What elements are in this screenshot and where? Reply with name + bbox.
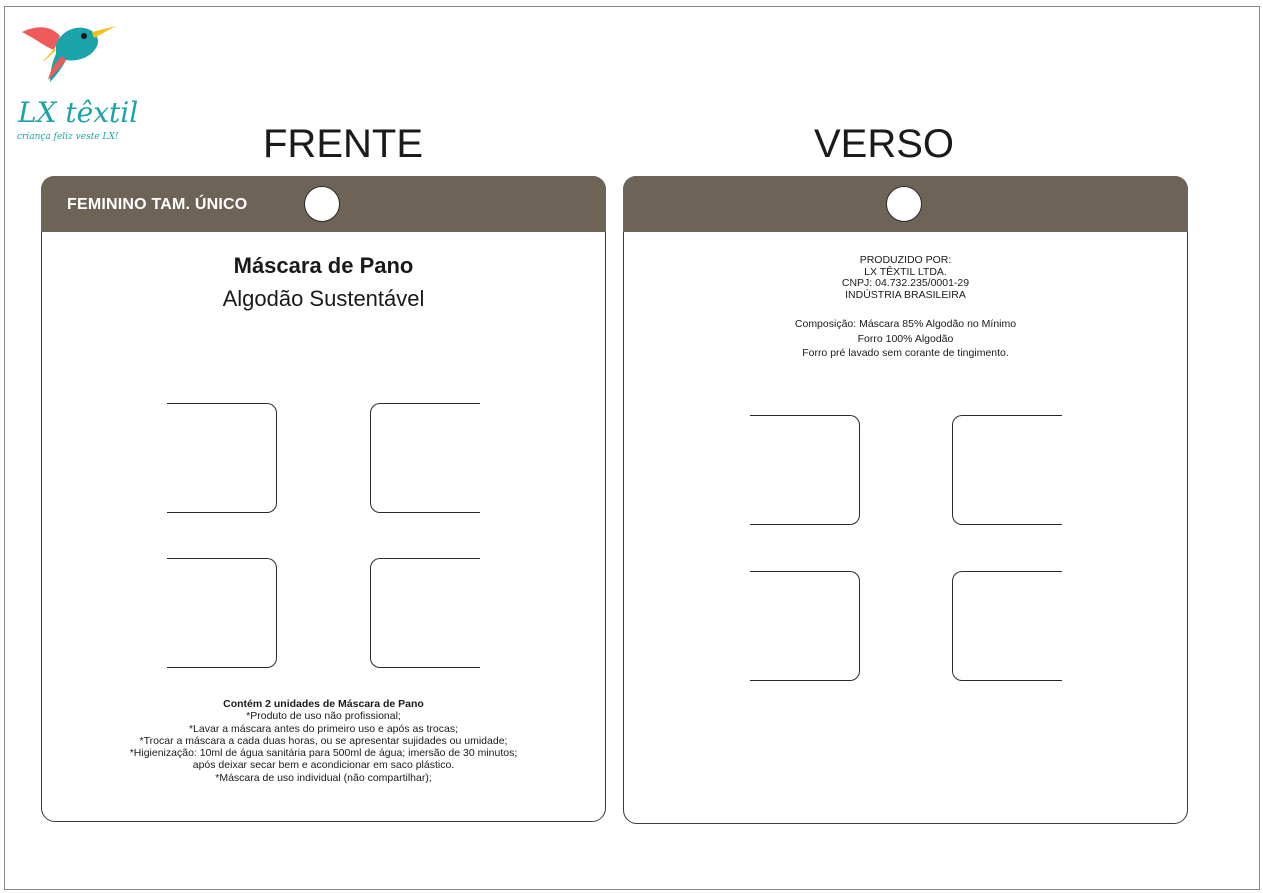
mask-window-bottom-right — [370, 558, 480, 668]
back-title: VERSO — [813, 122, 955, 166]
mask-window-top-left — [167, 403, 277, 513]
hang-hole — [304, 186, 340, 222]
composition-line: Composição: Máscara 85% Algodão no Mínimo — [794, 318, 1017, 330]
product-subtitle: Algodão Sustentável — [222, 286, 425, 311]
front-card-header — [41, 176, 606, 232]
instruction-line: *Trocar a máscara a cada duas horas, ou se apresentar sujidades ou umidade; — [139, 734, 508, 747]
maker-line: CNPJ: 04.732.235/0001-29 — [841, 277, 970, 289]
composition-line: Forro pré lavado sem corante de tingimento. — [802, 347, 1009, 359]
maker-line: PRODUZIDO POR: — [859, 254, 952, 266]
instruction-line: *Produto de uso não profissional; — [246, 710, 401, 723]
instruction-line: *Máscara de uso individual (não compartilhar); — [215, 771, 432, 784]
back-tag-card — [623, 176, 1188, 824]
instruction-line: *Higienização: 10ml de água sanitária para 500ml de água; imersão de 30 minutos; — [129, 747, 518, 760]
mask-window-bottom-left — [167, 558, 277, 668]
front-tag-card — [41, 176, 606, 822]
mask-window-bottom-right — [952, 571, 1062, 681]
mask-window-top-left — [750, 415, 860, 525]
mask-window-top-right — [370, 403, 480, 513]
maker-line: LX TÊXTIL LTDA. — [864, 265, 947, 278]
brand-tagline: criança feliz veste LX! — [17, 132, 119, 142]
manufacturer-info — [624, 255, 1187, 301]
instruction-line: após deixar secar bem e acondicionar em saco plástico. — [192, 759, 455, 772]
size-label: FEMININO TAM. ÚNICO — [67, 196, 248, 213]
hummingbird-icon — [20, 16, 120, 86]
mask-window-bottom-left — [750, 571, 860, 681]
brand-logo — [14, 16, 139, 142]
maker-line: INDÚSTRIA BRASILEIRA — [845, 288, 966, 301]
usage-instructions — [42, 698, 605, 784]
front-title: FRENTE — [263, 122, 423, 166]
composition-line: Forro 100% Algodão — [857, 332, 954, 345]
instruction-line: *Lavar a máscara antes do primeiro uso e após as trocas; — [188, 722, 459, 735]
hang-hole — [886, 186, 922, 222]
composition-info — [624, 317, 1187, 361]
back-card-header — [623, 176, 1188, 232]
product-name: Máscara de Pano — [233, 253, 414, 278]
brand-name: LX têxtil — [18, 96, 139, 129]
mask-window-top-right — [952, 415, 1062, 525]
instructions-heading: Contém 2 unidades de Máscara de Pano — [223, 698, 424, 710]
